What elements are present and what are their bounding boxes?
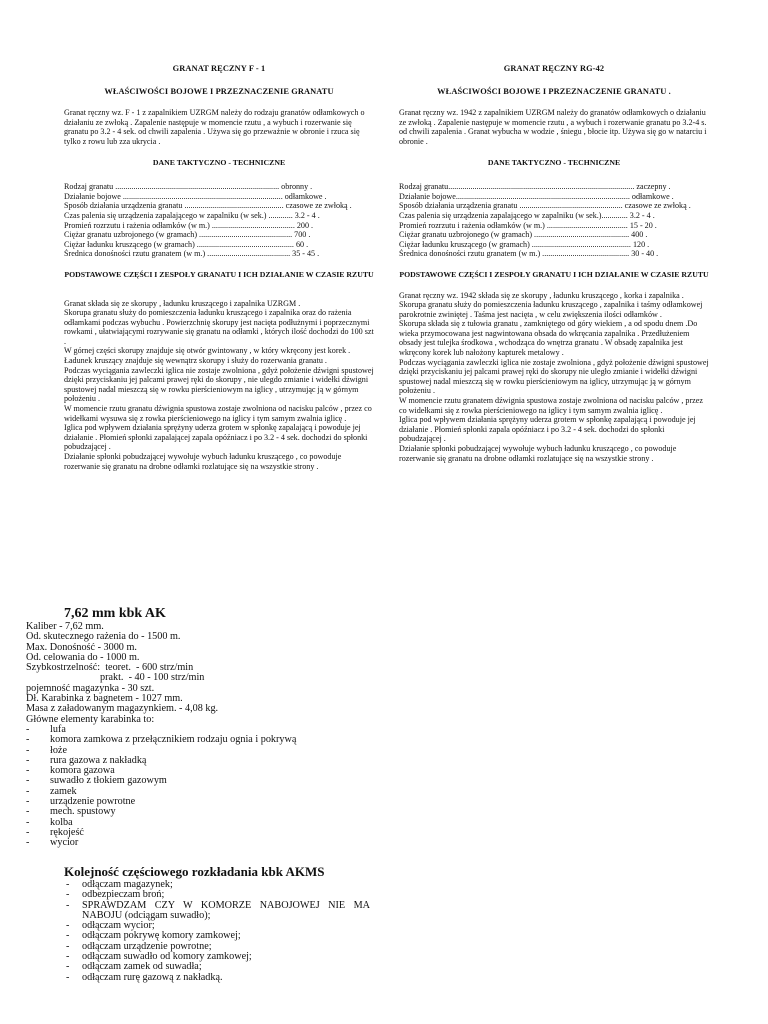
f1-body-paragraph: Ładunek kruszący znajduje się wewnątrz skorupy i służy do rozerwania granatu . bbox=[64, 356, 327, 366]
rg42-title: GRANAT RĘCZNY RG-42 bbox=[503, 64, 605, 73]
f1-heading-properties: WŁAŚCIWOŚCI BOJOWE I PRZEZNACZENIE GRANATU bbox=[104, 86, 334, 96]
list-item: - odłączam rurę gazową z nakładką. bbox=[66, 971, 223, 983]
list-item: - odłączam pokrywę komory zamkowej; bbox=[66, 930, 241, 942]
f1-heading-parts: PODSTAWOWE CZĘŚCI I ZESPOŁY GRANATU I ICH DZIAŁANIE W CZASIE RZUTU bbox=[64, 269, 374, 279]
list-item: - odłączam zamek od suwadła; bbox=[66, 961, 202, 973]
ak-spec-line: Szybkostrzelność: teoret. - 600 strz/min bbox=[26, 662, 194, 674]
rg42-spec-line: Rodzaj granatu............................................................................................ zaczepny . bbox=[399, 182, 671, 192]
f1-title: GRANAT RĘCZNY F - 1 bbox=[172, 64, 266, 73]
f1-spec-line: Czas palenia się urządzenia zapalającego w zapalniku (w sek.) ............ 3.2 - 4 . bbox=[64, 210, 320, 220]
ak-section bbox=[26, 606, 386, 849]
f1-body-paragraph: Skorupa granatu służy do pomieszczenia ładunku kruszącego i zapalnika oraz do rażenia odłamkami podczas wybuchu . Powierzchnię skorupy jest nacięta podłużnymi i poprzecznymi rowkami , ułatwiającymi rozrywanie się granatu na odłamki , których ilość dochodzi do 100 szt . bbox=[64, 308, 376, 346]
rg42-spec-line: Średnica donośności rzutu granatem (w m.) ........................................... 30 - 40 . bbox=[399, 249, 659, 259]
rg42-spec-line: Sposób działania urządzenia granatu ................................................... czasowe ze zwłoką . bbox=[399, 201, 691, 211]
ak-spec-line: pojemność magazynka - 30 szt. bbox=[26, 682, 155, 694]
rg42-spec-line: Ciężar granatu uzbrojonego (w gramach) ............................................... 400 . bbox=[399, 230, 648, 240]
f1-intro: Granat ręczny wz. F - 1 z zapalnikiem UZRGM należy do rodzaju granatów odłamkowych o działaniu ze zwłoką . Zapalenie następuje w momencie rzutu , a wybuch i rozerwanie się granatu po 3.2 - 4 sek. od chwili zapalenia . Używa się go przeważnie w obronie i rzuca się tylko z rowu lub zza ukrycia . bbox=[64, 108, 365, 146]
ak-spec-line: Dł. Karabinka z bagnetem - 1027 mm. bbox=[26, 693, 183, 705]
f1-body bbox=[64, 299, 374, 472]
rg42-body-paragraph: Podczas wyciągania zawleczki iglica nie zostaje zwolniona , gdyż położenie dźwigni spustowej dzięki przyciskaniu jej palcami prawej ręki do skorupy nie uległo zmianie i widełki dźwigni spustowej nadal mieszczą się w rowku pierścieniowym na iglicy, utrzymując ją w górnym położeniu . bbox=[399, 357, 711, 396]
f1-spec-line: Sposób działania urządzenia granatu ................................................. czasowe ze zwłoką . bbox=[64, 201, 352, 211]
f1-spec-line: Działanie bojowe ............................................................................... odłamkowe . bbox=[64, 191, 327, 201]
ak-elements-list bbox=[26, 725, 386, 849]
ak-title: 7,62 mm kbk AK bbox=[64, 606, 166, 621]
list-item: - lufa bbox=[26, 723, 66, 735]
f1-spec-line: Średnica donośności rzutu granatem (w m.) ......................................... 35 - 45 . bbox=[64, 249, 320, 259]
rg42-body bbox=[399, 291, 709, 464]
rg42-spec-line: Ciężar ładunku kruszącego (w gramach) ................................................. 120 . bbox=[399, 239, 650, 249]
ak-spec-line: Max. Donośność - 3000 m. bbox=[26, 641, 137, 653]
rg42-spec-line: Czas palenia się urządzenia zapalającego w zapalniku (w sek.)............. 3.2 - 4 . bbox=[399, 210, 655, 220]
f1-body-paragraph: W górnej części skorupy znajduje się otwór gwintowany , w który wkręcony jest korek . bbox=[64, 346, 351, 356]
list-item: - odbezpieczam broń; bbox=[66, 889, 165, 901]
list-item: - odłączam urządzenie powrotne; bbox=[66, 940, 212, 952]
ak-spec-line: Masa z załadowanym magazynkiem. - 4,08 kg. bbox=[26, 703, 219, 715]
akms-section bbox=[64, 864, 384, 983]
rg42-spec-line: Promień rozrzutu i rażenia odłamków (w m.) ........................................ 15 - 20 . bbox=[399, 220, 657, 230]
rg42-heading-properties: WŁAŚCIWOŚCI BOJOWE I PRZEZNACZENIE GRANATU . bbox=[437, 86, 671, 96]
f1-section bbox=[64, 64, 374, 471]
list-item: - odłączam wycior; bbox=[66, 920, 155, 932]
f1-spec-list bbox=[64, 182, 374, 259]
ak-spec-line: Kaliber - 7,62 mm. bbox=[26, 621, 104, 632]
f1-body-paragraph: Podczas wyciągania zawleczki iglica nie zostaje zwolniona , gdyż położenie dźwigni spustowej bbox=[64, 365, 374, 375]
list-item: - rura gazowa z nakładką bbox=[26, 754, 147, 766]
ak-elements-heading: Główne elementy karabinka to: bbox=[26, 713, 155, 725]
list-item: - zamek bbox=[26, 785, 77, 797]
list-item: - kolba bbox=[26, 816, 73, 828]
list-item: - suwadło z tłokiem gazowym bbox=[26, 775, 167, 787]
list-item: - komora zamkowa z przełącznikiem rodzaju ognia i pokrywą bbox=[26, 734, 297, 746]
rg42-section bbox=[399, 64, 709, 463]
f1-body-paragraph: dzięki przyciskaniu jej palcami prawej ręki do skorupy , nie ulegdo zmianie i widełki dźwigni spustowej nadal mieszczą się w rowku pierścieniowym na iglicy , utrzymując ją w górnym położeniu . bbox=[64, 375, 371, 404]
rg42-body-paragraph: Działanie spłonki pobudzającej wywołuje wybuch ładunku kruszącego , co powoduje rozerwanie się granatu na drobne odłamki rozlatujące się na wszystkie strony . bbox=[399, 444, 679, 463]
akms-title: Kolejność częściowego rozkładania kbk AKMS bbox=[64, 864, 325, 879]
list-item: - łoże bbox=[26, 744, 67, 756]
f1-spec-line: Ciężar granatu uzbrojonego (w gramach) .............................................. 700 . bbox=[64, 230, 311, 240]
list-item: - mech. spustowy bbox=[26, 806, 116, 818]
f1-body-paragraph: Działanie spłonki pobudzającej wywołuje wybuch ładunku kruszącego , co powoduje rozerwanie się granatu na drobne odłamki rozlatujące się na wszystkie strony . bbox=[64, 452, 344, 471]
rg42-body-paragraph: Skorupa składa się z tułowia granatu , zamkniętego od góry wiekiem , a od spodu dnem .Do wieka przymocowana jest nagwintowana obsada do wkręcania zapalnika . Przedłużeniem obsady jest tulejka środkowa , wchodząca do wnętrza granatu . W obsadę zapalnika jest wkręcony korek lub nałożony kapturek metalowy . bbox=[399, 319, 700, 358]
list-item: - SPRAWDZAM CZY W KOMORZE NABOJOWEJ NIE MA NABOJU (odciągam suwadło); bbox=[66, 899, 370, 921]
list-item: - urządzenie powrotne bbox=[26, 796, 136, 808]
f1-body-paragraph: Iglica pod wpływem działania sprężyny uderza grotem w spłonkę zapalającą i powoduje jej działanie . Płomień spłonki zapalającej zapala opóźniacz i po 3.2 - 4 sek. dochodzi do spłonki pobudzającej . bbox=[64, 423, 370, 452]
akms-steps-list bbox=[64, 880, 384, 983]
list-item: - komora gazowa bbox=[26, 765, 115, 777]
f1-spec-line: Promień rozrzutu i rażenia odłamków (w m.) ......................................... 200 . bbox=[64, 220, 314, 230]
rg42-body-paragraph: Granat ręczny wz. 1942 składa się ze skorupy , ładunku kruszącego , korka i zapalnika . bbox=[399, 290, 684, 300]
f1-spec-line: Ciężar ładunku kruszącego (w gramach) ................................................ 60 . bbox=[64, 239, 309, 249]
list-item: - rękojeść bbox=[26, 826, 84, 838]
list-item: - odłączam suwadło od komory zamkowej; bbox=[66, 951, 252, 963]
rg42-body-paragraph: W momencie rzutu granatem dźwignia spustowa zostaje zwolniona od nacisku palców , przez co widełkami się z rowka pierścieniowego na iglicy i tym samym zwalnia iglicę . bbox=[399, 396, 705, 415]
rg42-spec-list bbox=[399, 182, 709, 259]
ak-rate-practical: prakt. - 40 - 100 strz/min bbox=[100, 672, 205, 684]
list-item: - odłączam magazynek; bbox=[66, 879, 173, 890]
ak-spec-line: Od. celowania do - 1000 m. bbox=[26, 651, 140, 663]
rg42-heading-specs: DANE TAKTYCZNO - TECHNICZNE bbox=[487, 157, 621, 167]
f1-body-paragraph: W momencie rzutu granatu dźwignia spustowa zostaje zwolniona od nacisku palców , przez co widełkami wysuwa się z rowka pierścieniowego na iglicy i tym samym zwalnia iglicę . bbox=[64, 404, 374, 423]
f1-body-paragraph: Granat składa się ze skorupy , ładunku kruszącego i zapalnika UZRGM . bbox=[64, 298, 301, 308]
rg42-heading-parts: PODSTAWOWE CZĘŚCI I ZESPOŁY GRANATU I ICH DZIAŁANIE W CZASIE RZUTU bbox=[399, 269, 709, 279]
ak-spec-line: Od. skutecznego rażenia do - 1500 m. bbox=[26, 631, 181, 643]
list-item: - wycior bbox=[26, 837, 79, 849]
rg42-body-paragraph: Iglica pod wpływem działania sprężyny uderza grotem w spłonkę zapalającą i powoduje jej działanie . Płomień spłonki zapala opóźniacz i po 3.2 - 4 sek. dochodzi do spłonki pobudzającej . bbox=[399, 415, 698, 444]
rg42-body-paragraph: Skorupa granatu służy do pomieszczenia ładunku kruszącego , zapalnika i taśmy odłamkowej parokrotnie zwiniętej . Taśma jest nacięta , w celu zwiększenia ilości odłamków . bbox=[399, 300, 705, 319]
rg42-spec-line: Działanie bojowe...................................................................................... odłamkowe . bbox=[399, 191, 674, 201]
f1-spec-line: Rodzaj granatu ................................................................................. obronny . bbox=[64, 182, 313, 192]
f1-heading-specs: DANE TAKTYCZNO - TECHNICZNE bbox=[152, 157, 286, 167]
rg42-intro: Granat ręczny wz. 1942 z zapalnikiem UZRGM należy do granatów odłamkowych o działaniu ze zwłoką . Zapalenie następuje w momencie rzutu , a wybuch i rozerwanie granatu po 3.2-4 s. od chwili zapalenia . Granat wybucha w wodzie , śniegu , błocie itp. Używa się go w natarciu i obronie . bbox=[399, 108, 707, 146]
